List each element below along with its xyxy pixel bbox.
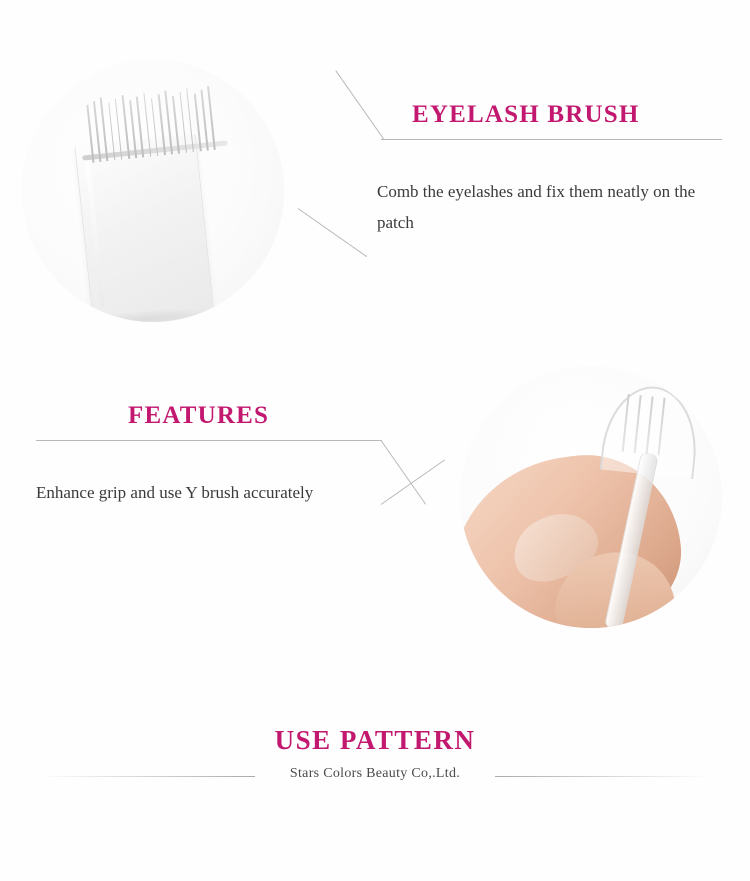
eyelash-brush-title: EYELASH BRUSH [412, 101, 640, 128]
features-photo [460, 366, 722, 628]
comb-tooth [115, 99, 123, 160]
comb-tooth [179, 92, 187, 153]
eyelash-brush-photo [22, 60, 284, 322]
y-brush-shape [570, 386, 713, 627]
comb-tooth [194, 94, 202, 152]
comb-tooth [172, 96, 180, 154]
features-description: Enhance grip and use Y brush accurately [36, 483, 314, 502]
comb-tooth [108, 103, 116, 161]
comb-tooth [151, 98, 159, 156]
callout-line-horizontal-1 [381, 139, 722, 140]
comb-tooth [93, 101, 101, 162]
comb-tooth [165, 91, 173, 155]
comb-illustration [22, 60, 284, 322]
comb-tooth [136, 97, 144, 158]
callout-line-horizontal-2 [36, 440, 382, 441]
hand-illustration [460, 366, 722, 628]
callout-line-diagonal-1b [298, 208, 367, 257]
comb-teeth [84, 71, 223, 162]
features-title: FEATURES [128, 402, 270, 429]
comb-tooth [186, 88, 194, 152]
eyelash-brush-description: Comb the eyelashes and fix them neatly on the patch [377, 182, 696, 232]
brand-name: Stars Colors Beauty Co,.Ltd. [289, 766, 461, 781]
comb-tooth [158, 94, 166, 155]
comb-tooth [129, 100, 137, 158]
comb-tooth [207, 86, 215, 150]
comb-tooth [201, 90, 209, 151]
y-brush-stem [604, 451, 659, 628]
use-pattern-title: USE PATTERN [274, 725, 476, 755]
callout-line-diagonal-1a [335, 70, 384, 139]
comb-tooth [143, 93, 151, 157]
comb-tooth [122, 95, 130, 159]
comb-tooth [100, 97, 108, 161]
